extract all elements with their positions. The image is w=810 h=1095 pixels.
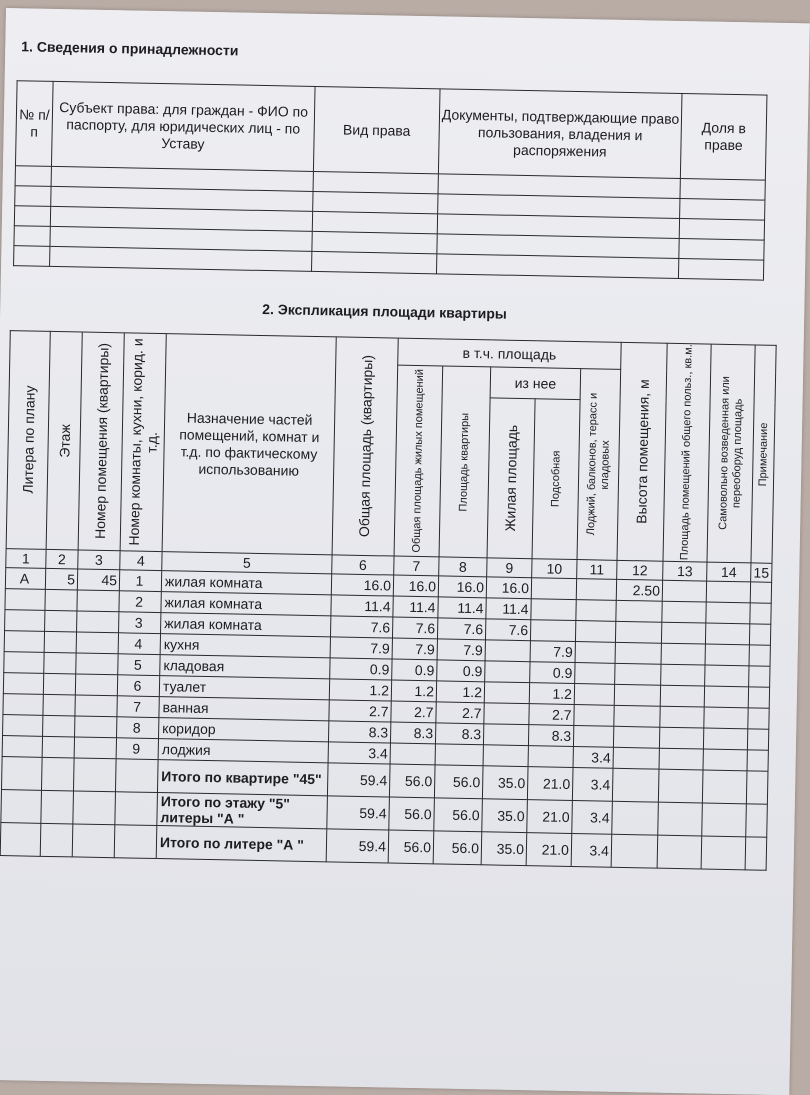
cell-empty	[704, 707, 748, 729]
cell-living	[485, 640, 530, 662]
column-number: 6	[332, 555, 394, 575]
cell-empty	[114, 825, 157, 859]
cell-living-total: 1.2	[391, 680, 436, 702]
column-number: 2	[46, 549, 78, 569]
cell-living-total: 2.7	[391, 701, 436, 723]
column-number: 8	[439, 557, 487, 577]
cell-empty	[705, 623, 749, 645]
header-unauthorized-area: Самовольно возведенная или переоборуд площадь	[707, 344, 755, 563]
cell-floor: 5	[45, 568, 77, 590]
cell-litera: А	[5, 568, 45, 590]
cell-apt-area: 11.4	[438, 597, 486, 619]
cell-empty	[748, 708, 769, 729]
cell-name: лоджия	[158, 739, 328, 763]
cell-living: 11.4	[486, 598, 531, 620]
total-label: Итого по этажу "5" литеры "А "	[157, 793, 328, 829]
cell-total: 8.3	[328, 721, 390, 743]
total-apt-area: 56.0	[433, 831, 482, 865]
cell-floor	[43, 715, 75, 737]
cell-apt	[75, 716, 117, 738]
cell-total: 1.2	[329, 679, 391, 701]
cell-loggia	[574, 684, 614, 706]
cell-empty	[702, 803, 747, 837]
section1-title: 1. Сведения о принадлежности	[21, 38, 239, 59]
cell-empty	[0, 823, 41, 857]
cell-living-total: 16.0	[393, 575, 438, 597]
cell-empty	[72, 824, 115, 858]
total-living: 35.0	[481, 832, 527, 866]
cell-living	[485, 661, 530, 683]
cell-apt-area: 8.3	[435, 723, 483, 745]
total-loggia: 3.4	[572, 801, 613, 835]
cell-living-total: 7.6	[392, 617, 437, 639]
cell-empty	[750, 603, 771, 624]
cell-total: 7.6	[330, 616, 392, 638]
total-aux: 21.0	[527, 767, 573, 801]
cell-aux: 2.7	[529, 704, 574, 726]
total-living-total: 56.0	[389, 797, 435, 831]
cell-empty	[659, 727, 703, 749]
cell-empty	[658, 769, 703, 803]
cell-height	[615, 663, 661, 685]
cell-empty	[41, 757, 74, 791]
cell-empty	[41, 790, 74, 824]
cell-empty	[706, 581, 750, 603]
cell-apt-area	[435, 744, 483, 766]
column-number: 4	[120, 551, 162, 571]
cell-height	[613, 747, 659, 769]
cell-empty	[747, 729, 768, 750]
cell-empty	[747, 750, 768, 771]
cell-room: 9	[116, 738, 158, 760]
column-number: 5	[162, 552, 332, 574]
total-total: 59.4	[326, 829, 389, 863]
cell-living-total	[390, 743, 435, 765]
cell-floor	[44, 631, 76, 653]
total-apt-area: 56.0	[434, 765, 483, 799]
cell-aux	[530, 620, 575, 642]
cell-apt	[75, 674, 117, 696]
cell-floor	[42, 736, 74, 758]
cell-aux: 1.2	[529, 683, 574, 705]
ownership-header-share: Доля в праве	[680, 93, 767, 180]
cell-room: 6	[117, 675, 159, 697]
header-height: Высота помещения, м	[617, 342, 667, 561]
header-apartment-number: Номер помещения (квартиры)	[78, 332, 124, 551]
cell-apt-area: 0.9	[437, 660, 485, 682]
cell-loggia	[575, 642, 615, 664]
header-note: Примечание	[751, 345, 776, 563]
document-sheet	[0, 8, 810, 1095]
cell-living: 16.0	[486, 577, 531, 599]
cell-living	[484, 703, 529, 725]
cell-empty	[658, 802, 703, 836]
cell-empty	[115, 792, 158, 826]
column-number: 1	[6, 549, 46, 569]
cell-height: 2.50	[616, 579, 662, 601]
cell-empty	[661, 664, 705, 686]
cell-total: 0.9	[330, 658, 392, 680]
cell-empty	[612, 768, 659, 802]
cell-name: ванная	[159, 697, 329, 721]
cell-empty	[662, 580, 706, 602]
cell-aux	[531, 599, 576, 621]
cell-aux	[528, 746, 573, 768]
cell-empty	[703, 749, 747, 771]
section2-title: 2. Экспликация площади квартиры	[262, 300, 507, 322]
ownership-header-documents: Документы, подтверждающие право пользования, владения и распоряжения	[438, 89, 682, 179]
ownership-header-right-type: Вид права	[313, 86, 440, 173]
cell-litera	[4, 631, 44, 653]
cell-empty	[662, 601, 706, 623]
total-apt-area: 56.0	[434, 798, 483, 832]
cell-height	[614, 705, 660, 727]
cell-empty	[749, 624, 770, 645]
cell-height	[616, 600, 662, 622]
cell-floor	[43, 694, 75, 716]
cell-litera	[3, 694, 43, 716]
cell-litera	[5, 589, 45, 611]
cell-empty	[1, 790, 42, 824]
cell-aux	[531, 578, 576, 600]
cell-height	[615, 621, 661, 643]
cell-floor	[43, 673, 75, 695]
cell-empty	[661, 643, 705, 665]
header-room-number: Номер комнаты, кухни, корид. и т.д.	[120, 333, 166, 552]
column-number: 15	[751, 563, 772, 582]
cell-living	[483, 724, 528, 746]
total-living: 35.0	[482, 766, 528, 800]
cell-living: 7.6	[485, 619, 530, 641]
cell-total: 7.9	[330, 637, 392, 659]
cell-loggia	[573, 726, 613, 748]
cell-name: жилая комната	[161, 571, 331, 595]
header-floor: Этаж	[46, 331, 82, 550]
cell-empty	[748, 687, 769, 708]
total-living-total: 56.0	[389, 764, 435, 798]
cell-empty	[657, 835, 702, 869]
cell-floor	[45, 589, 77, 611]
cell-name: жилая комната	[161, 592, 331, 616]
cell-apt-area: 7.6	[437, 618, 485, 640]
column-number: 7	[394, 556, 439, 576]
cell-total: 11.4	[331, 595, 393, 617]
cell-apt	[77, 611, 119, 633]
cell-litera	[3, 673, 43, 695]
cell-living-total: 8.3	[390, 722, 435, 744]
cell-empty	[40, 823, 73, 857]
column-number: 12	[617, 560, 663, 580]
cell-living-total: 0.9	[392, 659, 437, 681]
cell-living	[484, 682, 529, 704]
cell-aux: 0.9	[530, 662, 575, 684]
ownership-header-row	[15, 81, 766, 180]
cell-name: кухня	[160, 634, 330, 658]
cell-loggia	[574, 705, 614, 727]
header-litera: Литера по плану	[6, 331, 50, 550]
cell-empty	[1, 757, 42, 791]
cell-empty	[661, 622, 705, 644]
cell-aux: 7.9	[530, 641, 575, 663]
ownership-header-num: № п/п	[15, 81, 53, 167]
cell-litera	[5, 610, 45, 632]
cell-apt	[76, 632, 118, 654]
cell-empty	[749, 645, 770, 666]
cell-empty	[746, 771, 768, 804]
cell-empty	[660, 706, 704, 728]
cell-empty	[73, 758, 116, 792]
cell-litera	[3, 715, 43, 737]
cell-litera	[2, 736, 42, 758]
cell-apt	[74, 737, 116, 759]
cell-height	[615, 642, 661, 664]
total-loggia: 3.4	[571, 834, 612, 868]
column-number: 10	[532, 559, 577, 579]
cell-name: коридор	[159, 718, 329, 742]
cell-room: 5	[118, 654, 160, 676]
cell-aux: 8.3	[528, 725, 573, 747]
header-living-total: Общая площадь жилых помещений	[394, 365, 443, 557]
cell-living-total: 11.4	[393, 596, 438, 618]
cell-room: 4	[118, 633, 160, 655]
cell-apt: 45	[77, 569, 119, 591]
cell-height	[613, 726, 659, 748]
explication-table	[0, 330, 777, 871]
total-living: 35.0	[482, 799, 528, 833]
cell-apt-area: 16.0	[438, 576, 486, 598]
cell-empty	[705, 665, 749, 687]
cell-loggia: 3.4	[573, 747, 613, 769]
cell-empty	[749, 666, 770, 687]
total-loggia: 3.4	[572, 768, 613, 802]
total-label: Итого по литере "А "	[156, 826, 327, 862]
cell-apt	[77, 590, 119, 612]
cell-empty	[746, 804, 768, 837]
cell-total: 2.7	[329, 700, 391, 722]
column-number: 13	[663, 561, 707, 581]
cell-empty	[612, 801, 659, 835]
cell-room: 2	[119, 591, 161, 613]
cell-empty	[745, 837, 767, 870]
cell-total: 16.0	[331, 574, 393, 596]
ownership-table	[13, 80, 767, 280]
cell-height	[614, 684, 660, 706]
cell-apt-area: 1.2	[436, 681, 484, 703]
cell-apt-area: 2.7	[436, 702, 484, 724]
cell-floor	[45, 610, 77, 632]
cell-loggia	[576, 579, 616, 601]
cell-room: 8	[117, 717, 159, 739]
total-living-total: 56.0	[388, 830, 434, 864]
cell-living-total: 7.9	[392, 638, 437, 660]
cell-loggia	[575, 663, 615, 685]
cell-room: 3	[119, 612, 161, 634]
cell-empty	[704, 686, 748, 708]
header-living-area: Жилая площадь	[487, 398, 535, 559]
cell-empty	[750, 582, 771, 603]
cell-empty	[73, 791, 116, 825]
cell-empty	[611, 834, 658, 868]
cell-apt-area: 7.9	[437, 639, 485, 661]
header-incl-area: в т.ч. площадь	[398, 338, 621, 369]
cell-loggia	[576, 600, 616, 622]
cell-empty	[705, 644, 749, 666]
column-number: 14	[707, 562, 751, 582]
cell-name: жилая комната	[161, 613, 331, 637]
cell-empty	[706, 602, 750, 624]
cell-empty	[701, 836, 746, 870]
cell-room: 7	[117, 696, 159, 718]
header-common-area: Площадь помещений общего польз., кв.м.	[663, 343, 711, 562]
cell-apt	[76, 653, 118, 675]
cell-empty	[702, 770, 747, 804]
header-total-area: Общая площадь (квартиры)	[332, 337, 398, 556]
cell-empty	[660, 685, 704, 707]
cell-litera	[4, 652, 44, 674]
cell-apt	[75, 695, 117, 717]
cell-room: 1	[119, 570, 161, 592]
header-loggia: Лоджий, балконов, терасс и кладовых	[577, 369, 621, 561]
total-label: Итого по квартире "45"	[157, 760, 328, 796]
ownership-header-subject: Субъект права: для граждан - ФИО по паспорту, для юридических лиц - по Уставу	[51, 81, 315, 171]
column-number: 3	[78, 550, 120, 570]
header-of-it: из нее	[490, 367, 581, 399]
column-number: 11	[577, 560, 617, 580]
total-total: 59.4	[327, 763, 390, 797]
cell-total: 3.4	[328, 742, 390, 764]
column-number: 9	[487, 558, 532, 578]
cell-name: кладовая	[160, 655, 330, 679]
total-aux: 21.0	[526, 833, 572, 867]
total-total: 59.4	[327, 796, 390, 830]
header-auxiliary: Подсобная	[532, 398, 580, 559]
cell-empty	[703, 728, 747, 750]
cell-living	[483, 745, 528, 767]
cell-floor	[44, 652, 76, 674]
total-aux: 21.0	[527, 800, 573, 834]
cell-name: туалет	[159, 676, 329, 700]
cell-empty	[115, 759, 158, 793]
cell-loggia	[575, 621, 615, 643]
header-apartment-area: Площадь квартиры	[439, 366, 491, 558]
cell-empty	[659, 748, 703, 770]
header-purpose: Назначение частей помещений, комнат и т.д. по фактическому использованию	[162, 334, 336, 555]
